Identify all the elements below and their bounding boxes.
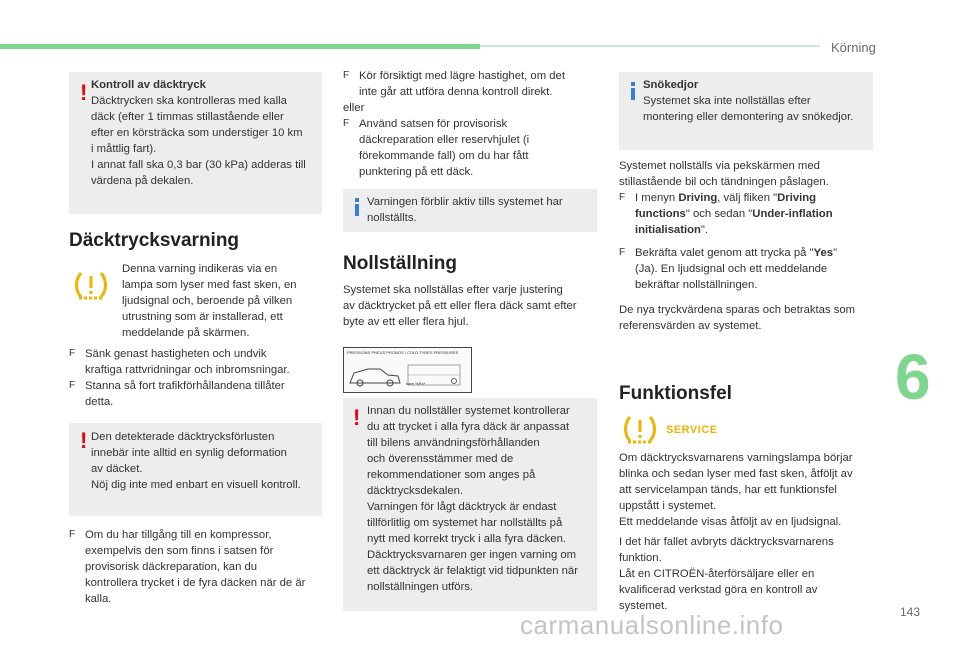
text-line: nollställningen utförs.	[367, 581, 474, 593]
text-line: meddelande på skärmen.	[122, 327, 250, 339]
option-name: initialisation	[635, 224, 701, 236]
text-line: att servicelampan tänds, har ett funktionsfel	[619, 484, 837, 496]
header-accent-bar	[0, 44, 480, 49]
text-line: Innan du nollställer systemet kontrollerar	[367, 405, 570, 417]
text-line: tillförlitlig om systemet har nollställts på	[367, 517, 563, 529]
warning-exclamation-icon: !	[353, 405, 361, 430]
or-text: eller	[343, 102, 365, 114]
text-line: Ett meddelande visas åtföljt av en ljudsignal.	[619, 516, 842, 528]
text-line: systemet.	[619, 600, 668, 612]
text-line: ljudsignal och, beroende på vilken	[122, 295, 293, 307]
text-line: blinka och sedan lyser med fast sken, åtföljt av	[619, 468, 853, 480]
text-line: exempelvis den som finns i satsen för	[85, 545, 274, 557]
heading-reset: Nollställning	[343, 253, 457, 274]
list-item	[343, 116, 601, 180]
text-line: Systemet ska inte nollställas efter	[643, 95, 811, 107]
text-line: nytt med korrekt tryck i alla fyra däcken.	[367, 533, 567, 545]
text-line: I det här fallet avbryts däcktrycksvarnarens	[619, 536, 834, 548]
page-number: 143	[900, 605, 921, 619]
text-line: Om du har tillgång till en kompressor,	[85, 529, 272, 541]
text-line: innebär inte alltid en synlig deformation	[91, 447, 287, 459]
bullet-marker-icon: F	[69, 348, 76, 359]
label-row-text: bare *kPa*	[406, 381, 426, 386]
box-title: Kontroll av däcktryck	[91, 79, 206, 91]
text-line: kraftiga rattvridningar och inbromsningar.	[85, 364, 290, 376]
text-line: Kör försiktigt med lägre hastighet, om det	[359, 70, 565, 82]
text-line: kontrollera trycket i de fyra däcken när de är	[85, 577, 306, 589]
tyre-pressure-warning-icon	[74, 270, 108, 300]
list-item	[619, 245, 879, 293]
text-line: och överensstämmer med de	[367, 453, 514, 465]
text-line: Däcktrycksvarnaren ger ingen varning om	[367, 549, 577, 561]
info-icon	[631, 82, 635, 100]
text-line: Använd satsen för provisorisk	[359, 118, 508, 130]
deformation-warning-box	[69, 423, 322, 516]
text-line: bekräftar nollställningen.	[635, 279, 758, 291]
box-title: Snökedjor	[643, 79, 699, 91]
reset-info-box	[343, 189, 597, 232]
text-line: uppstått i systemet.	[619, 500, 717, 512]
text-line: ett däcktryck är felaktigt vid tidpunkten när	[367, 565, 578, 577]
tyre-pressure-warning-icon	[623, 414, 657, 444]
service-lamp-label: SERVICE	[666, 424, 718, 436]
text-line: referensvärden av systemet.	[619, 320, 762, 332]
list-item	[619, 190, 879, 238]
text-line: kvalificerad verkstad göra en kontroll av	[619, 584, 818, 596]
tab-name: Driving	[777, 192, 817, 204]
text-line: av däcktrycket på ett eller flera däck samt efter	[343, 300, 577, 312]
text-line: Systemet ska nollställas efter varje justering	[343, 284, 563, 296]
text-line: punktering på ett däck.	[359, 166, 474, 178]
text-run: ".	[700, 224, 709, 236]
text-run: Bekräfta valet genom att trycka på "	[635, 247, 814, 259]
text-line: montering eller demontering av snökedjor.	[643, 111, 854, 123]
text-line: provisorisk däckreparation, kan du	[85, 561, 258, 573]
text-line: stillastående bil och tändningen påslagen.	[619, 176, 829, 188]
text-line: byte av ett eller flera hjul.	[343, 316, 469, 328]
bullet-marker-icon: F	[343, 70, 350, 81]
text-line: detta.	[85, 396, 114, 408]
text-line: av däcket.	[91, 463, 143, 475]
text-run: I menyn	[635, 192, 679, 204]
list-item	[69, 378, 324, 410]
heading-malfunction: Funktionsfel	[619, 383, 732, 404]
bullet-marker-icon: F	[343, 118, 350, 129]
text-line: nollställts.	[367, 212, 417, 224]
text-line: funktion.	[619, 552, 662, 564]
text-line: i måttlig fart).	[91, 143, 157, 155]
text-line: rekommendationer som anges på	[367, 469, 536, 481]
bullet-marker-icon: F	[619, 247, 626, 258]
bullet-marker-icon: F	[69, 380, 76, 391]
header-accent-line	[480, 45, 820, 47]
text-line: Låt en CITROËN-återförsäljare eller en	[619, 568, 815, 580]
bullet-marker-icon: F	[69, 529, 76, 540]
text-line: Däcktrycken ska kontrolleras med kalla	[91, 95, 287, 107]
watermark: carmanualsonline.info	[520, 610, 784, 640]
text-line: I annat fall ska 0,3 bar (30 kPa) adderas till	[91, 159, 306, 171]
text-line: Nöj dig inte med enbart en visuell kontroll.	[91, 479, 301, 491]
text-line: Denna varning indikeras via en	[122, 263, 278, 275]
tab-name: functions	[635, 208, 686, 220]
text-line: (Ja). En ljudsignal och ett meddelande	[635, 263, 828, 275]
text-run: , välj fliken "	[717, 192, 778, 204]
list-item	[343, 68, 601, 100]
text-run: "	[833, 247, 838, 259]
list-item	[69, 346, 324, 378]
chapter-number: 6	[895, 341, 931, 413]
text-line: De nya tryckvärdena sparas och betraktas som	[619, 304, 856, 316]
bullet-marker-icon: F	[619, 192, 626, 203]
text-line: däck (efter 1 timmas stillastående eller	[91, 111, 284, 123]
button-name: Yes	[813, 247, 834, 259]
text-line: Den detekterade däcktrycksförlusten	[91, 431, 275, 443]
warning-exclamation-icon: !	[80, 80, 88, 105]
text-line: lampa som lyser med fast sken, en	[122, 279, 297, 291]
option-name: Under-inflation	[752, 208, 833, 220]
text-line: värdena på dekalen.	[91, 175, 194, 187]
reset-warning-box	[343, 398, 597, 611]
info-icon	[355, 198, 359, 216]
text-line: utrustning som är installerad, ett	[122, 311, 283, 323]
text-line: förekommande fall) om du har fått	[359, 150, 529, 162]
menu-name: Driving	[678, 192, 718, 204]
text-line: Varningen förblir aktiv tills systemet har	[367, 196, 563, 208]
snow-chains-info-box	[619, 72, 873, 150]
text-line: till bilens användningsförhållanden	[367, 437, 540, 449]
warning-exclamation-icon: !	[80, 428, 88, 453]
list-item	[69, 527, 327, 607]
text-line: däcktrycksdekalen.	[367, 485, 464, 497]
text-run: " och sedan "	[685, 208, 753, 220]
text-line: däckreparation eller reservhjulet (i	[359, 134, 530, 146]
section-title: Körning	[831, 40, 876, 55]
text-line: kalla.	[85, 593, 112, 605]
text-line: Om däcktrycksvarnarens varningslampa börjar	[619, 452, 853, 464]
text-line: Systemet nollställs via pekskärmen med	[619, 160, 820, 172]
text-line: du att trycket i alla fyra däck är anpassat	[367, 421, 570, 433]
tyre-pressure-check-box	[69, 72, 322, 214]
tyre-pressure-label-image	[343, 347, 472, 393]
text-line: inte går att utföra denna kontroll direkt.	[359, 86, 553, 98]
text-line: Sänk genast hastigheten och undvik	[85, 348, 267, 360]
heading-tyre-warning: Däcktrycksvarning	[69, 230, 240, 251]
text-line: efter en körsträcka som understiger 10 km	[91, 127, 303, 139]
text-line: Varningen för lågt däcktryck är endast	[367, 501, 557, 513]
label-top-text: PRESSIONS PNEUS PRONOS / COLD TYRES PRESSURES	[347, 350, 459, 355]
text-line: Stanna så fort trafikförhållandena tillåter	[85, 380, 285, 392]
